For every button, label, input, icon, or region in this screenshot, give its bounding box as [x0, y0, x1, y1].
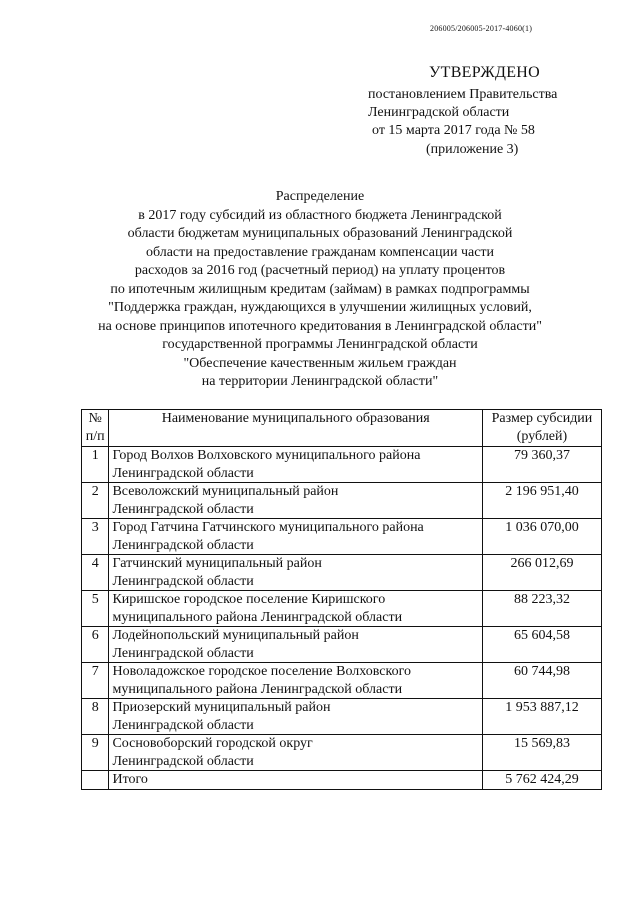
row-name-line: Лодейнопольский муниципальный район	[112, 628, 359, 643]
heading-line: области на предоставление гражданам компенсации части	[145, 244, 495, 260]
subsidy-table	[81, 409, 602, 790]
row-name	[109, 591, 482, 627]
heading-line: расходов за 2016 год (расчетный период) на уплату процентов	[134, 263, 506, 278]
row-num: 2	[82, 483, 109, 519]
row-name-line: Сосновоборский городской округ	[112, 736, 313, 751]
row-amount: 79 360,37	[482, 447, 601, 483]
row-amount: 266 012,69	[482, 555, 601, 591]
approval-line-3: от 15 марта 2017 года № 58	[372, 123, 535, 138]
document-heading	[90, 188, 550, 392]
table-row	[82, 699, 602, 735]
table-row	[82, 555, 602, 591]
row-name	[109, 447, 482, 483]
heading-line: области бюджетам муниципальных образований Ленинградской	[127, 226, 513, 241]
row-amount: 1 953 887,12	[482, 699, 601, 735]
table-row	[82, 519, 602, 555]
table-total-row	[82, 771, 602, 790]
heading-line: государственной программы Ленинградской области	[162, 337, 478, 352]
row-name-line: Киришское городское поселение Киришского	[112, 592, 386, 607]
row-name	[109, 555, 482, 591]
row-name	[109, 663, 482, 699]
row-name	[109, 519, 482, 555]
document-id: 206005/206005-2017-4060(1)	[430, 24, 533, 33]
row-name-line: Ленинградской области	[112, 537, 254, 553]
table-header-row	[82, 410, 602, 447]
table-row	[82, 735, 602, 771]
row-amount: 15 569,83	[482, 735, 601, 771]
table-row	[82, 447, 602, 483]
row-name-line: Приозерский муниципальный район	[112, 700, 331, 715]
heading-line: на основе принципов ипотечного кредитования в Ленинградской области"	[98, 318, 542, 334]
row-num: 8	[82, 699, 109, 735]
table-row	[82, 591, 602, 627]
row-amount: 2 196 951,40	[482, 483, 601, 519]
row-name-line: Город Гатчина Гатчинского муниципального района	[112, 520, 424, 535]
row-amount: 1 036 070,00	[482, 519, 601, 555]
row-name-line: муниципального района Ленинградской области	[112, 681, 403, 697]
row-name-line: Ленинградской области	[112, 645, 254, 661]
row-name-line: Город Волхов Волховского муниципального района	[112, 448, 421, 463]
row-num: 1	[82, 447, 109, 483]
table-row	[82, 627, 602, 663]
row-amount: 60 744,98	[482, 663, 601, 699]
row-name-line: Ленинградской области	[112, 717, 254, 733]
heading-line: в 2017 году субсидий из областного бюджета Ленинградской	[138, 207, 502, 223]
row-name-line: Ленинградской области	[112, 753, 254, 769]
row-amount: 88 223,32	[482, 591, 601, 627]
row-name	[109, 627, 482, 663]
row-name-line: Гатчинский муниципальный район	[112, 556, 322, 571]
row-name-line: Ленинградской области	[112, 573, 254, 589]
header-num	[82, 410, 109, 447]
heading-line: "Поддержка граждан, нуждающихся в улучшении жилищных условий,	[108, 300, 532, 315]
row-amount: 65 604,58	[482, 627, 601, 663]
total-label: Итого	[109, 771, 482, 790]
table-row	[82, 483, 602, 519]
approval-appendix: (приложение 3)	[426, 142, 519, 157]
approval-line-2: Ленинградской области	[368, 105, 510, 120]
total-amount: 5 762 424,29	[482, 771, 601, 790]
heading-line: на территории Ленинградской области"	[201, 374, 439, 389]
row-num: 4	[82, 555, 109, 591]
row-name-line: Ленинградской области	[112, 501, 254, 517]
row-name	[109, 483, 482, 519]
row-name	[109, 735, 482, 771]
table-row	[82, 663, 602, 699]
header-amount	[482, 410, 601, 447]
row-name-line: муниципального района Ленинградской области	[112, 609, 403, 625]
row-name-line: Новоладожское городское поселение Волховского	[112, 664, 411, 679]
row-name	[109, 699, 482, 735]
row-num: 7	[82, 663, 109, 699]
header-num-symbol: №	[88, 411, 102, 426]
heading-line: по ипотечным жилищным кредитам (займам) в рамках подпрограммы	[110, 281, 530, 297]
row-num: 5	[82, 591, 109, 627]
approval-title: УТВЕРЖДЕНО	[429, 64, 541, 81]
row-name-line: Всеволожский муниципальный район	[112, 484, 339, 499]
row-name-line: Ленинградской области	[112, 465, 254, 481]
approval-line-1: постановлением Правительства	[368, 87, 558, 102]
header-amount-label: Размер субсидии	[491, 411, 593, 426]
header-amount-unit: (рублей)	[516, 428, 568, 444]
row-num: 3	[82, 519, 109, 555]
total-num	[82, 771, 109, 790]
heading-line: Распределение	[275, 189, 365, 204]
header-name: Наименование муниципального образования	[109, 410, 482, 447]
heading-line: "Обеспечение качественным жильем граждан	[183, 355, 457, 371]
row-num: 6	[82, 627, 109, 663]
row-num: 9	[82, 735, 109, 771]
header-num-label: п/п	[85, 428, 105, 444]
